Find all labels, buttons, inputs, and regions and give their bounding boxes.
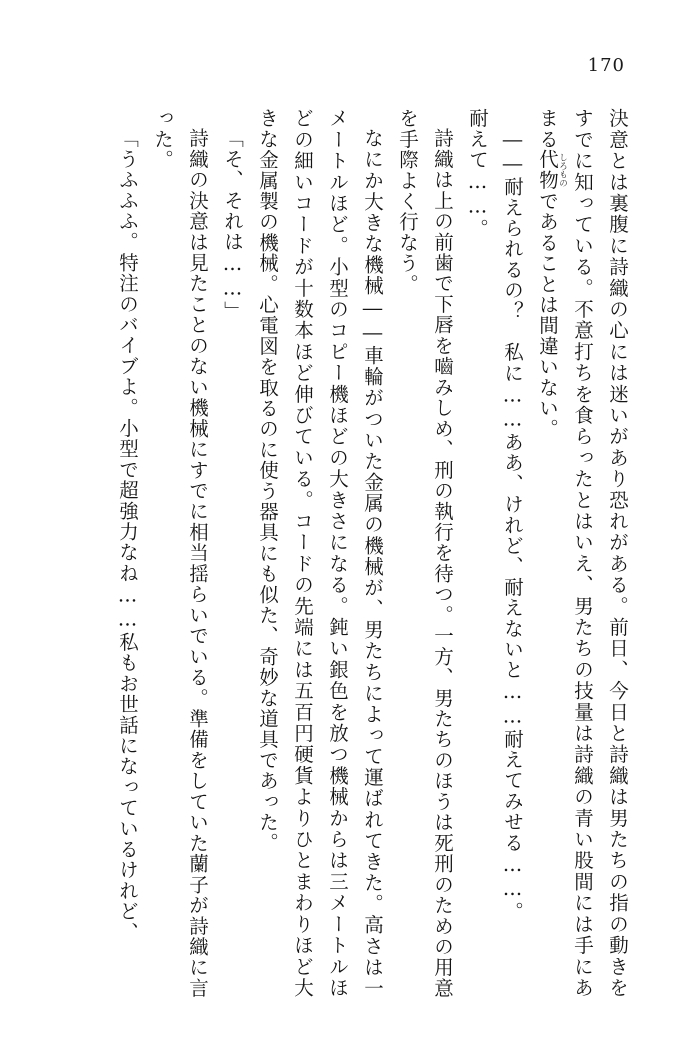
page-number: 170 — [587, 55, 625, 76]
paragraph: 詩織は上の前歯で下唇を嚙みしめ、刑の執行を待つ。一方、男たちのほうは死刑のための用意を手際よく行なう。 — [396, 108, 454, 998]
paragraph: 決意とは裏腹に詩織の心には迷いがあり恐れがある。前日、今日と詩織は男たちの指の動きをすでに知っている。不意打ちを食らったとはいえ、男たちの技量は詩織の青い股間には手にあまる代物しろものであることは間違いない。 — [536, 108, 629, 998]
paragraph: 「そ、それは……」 — [221, 127, 244, 321]
paragraph: 耐えて……。 — [466, 108, 489, 240]
paragraph: ――耐えられるの？ 私に……ああ、けれど、耐えないと……耐えてみせる……。 — [501, 127, 524, 922]
paragraph: なにか大きな機械――車輪がついた金属の機械が、男たちによって運ばれてきた。高さは一メートルほど。小型のコピー機ほどの大きさになる。鈍い銀色を放つ機械からは三メートルほどの細いコードが十数本ほど伸びている。コードの先端には五百円硬貨よりひとまわりほど大きな金属製の機械。心電図を取るのに使う器具にも似た、奇妙な道具であった。 — [256, 108, 384, 998]
page-body-text — [36, 108, 635, 998]
paragraph: 詩織の決意は見たことのない機械にすでに相当揺らいでいる。準備をしていた蘭子が詩織に言った。 — [151, 108, 209, 998]
ruby-annotation: 代物しろもの — [536, 149, 568, 191]
paragraph: 「うふふふ。特注のバイブよ。小型で超強力なね……私もお世話になっているけれど、 — [116, 127, 139, 942]
